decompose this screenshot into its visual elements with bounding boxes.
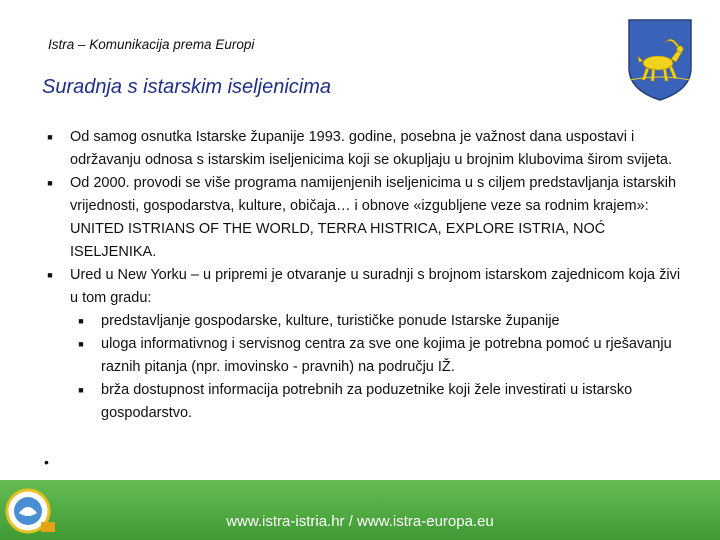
bullet-item bbox=[44, 172, 684, 264]
slide-title: Suradnja s istarskim iseljenicima bbox=[42, 76, 331, 98]
bullet-text: Ured u New Yorku – u pripremi je otvaranje u suradnji s brojnom istarskom zajednicom koja živi u tom gradu: bbox=[70, 267, 681, 306]
square-bullet-icon: ■ bbox=[47, 178, 53, 188]
bullet-text: Od samog osnutka Istarske županije 1993. godine, posebna je važnost dana uspostavi i održavanju odnosa s istarskim iseljenicima koji se okupljaju u brojnim klubovima širom svijeta. bbox=[70, 129, 672, 168]
square-bullet-icon: ■ bbox=[47, 132, 53, 142]
bullet-item bbox=[44, 264, 684, 310]
sub-bullet-item bbox=[44, 333, 684, 379]
square-bullet-icon: ■ bbox=[78, 385, 84, 395]
sub-bullet-item bbox=[44, 379, 684, 425]
sub-bullet-item bbox=[44, 310, 684, 333]
bullet-list bbox=[44, 126, 684, 425]
square-bullet-icon: ■ bbox=[78, 339, 84, 349]
header-caption: Istra – Komunikacija prema Europi bbox=[48, 37, 255, 52]
bullet-text: Od 2000. provodi se više programa namijenjenih iseljenicima u s ciljem predstavljanja istarskih vrijednosti, gospodarstva, kulture, običaja… i obnove «izgubljene veze sa rodnim krajem»: UNITED ISTRIANS OF THE WORLD, TERRA HISTRICA, EXPLORE ISTRIA, NOĆ ISELJENIKA. bbox=[70, 175, 677, 260]
empty-bullet: • bbox=[44, 454, 49, 470]
bullet-item bbox=[44, 126, 684, 172]
sub-bullet-text: brža dostupnost informacija potrebnih za poduzetnike koji žele investirati u istarsko gospodarstvo. bbox=[101, 382, 633, 421]
sub-bullet-text: predstavljanje gospodarske, kulture, turističke ponude Istarske županije bbox=[101, 313, 560, 329]
sub-bullet-text: uloga informativnog i servisnog centra za sve one kojima je potrebna pomoć u rješavanju raznih pitanja (npr. imovinsko - pravnih) na području IŽ. bbox=[101, 336, 672, 375]
coat-of-arms-icon bbox=[625, 16, 695, 102]
footer-bar bbox=[0, 480, 720, 540]
footer-links[interactable]: www.istra-istria.hr / www.istra-europa.eu bbox=[226, 513, 494, 530]
square-bullet-icon: ■ bbox=[78, 316, 84, 326]
badge-icon bbox=[3, 486, 57, 536]
square-bullet-icon: ■ bbox=[47, 270, 53, 280]
